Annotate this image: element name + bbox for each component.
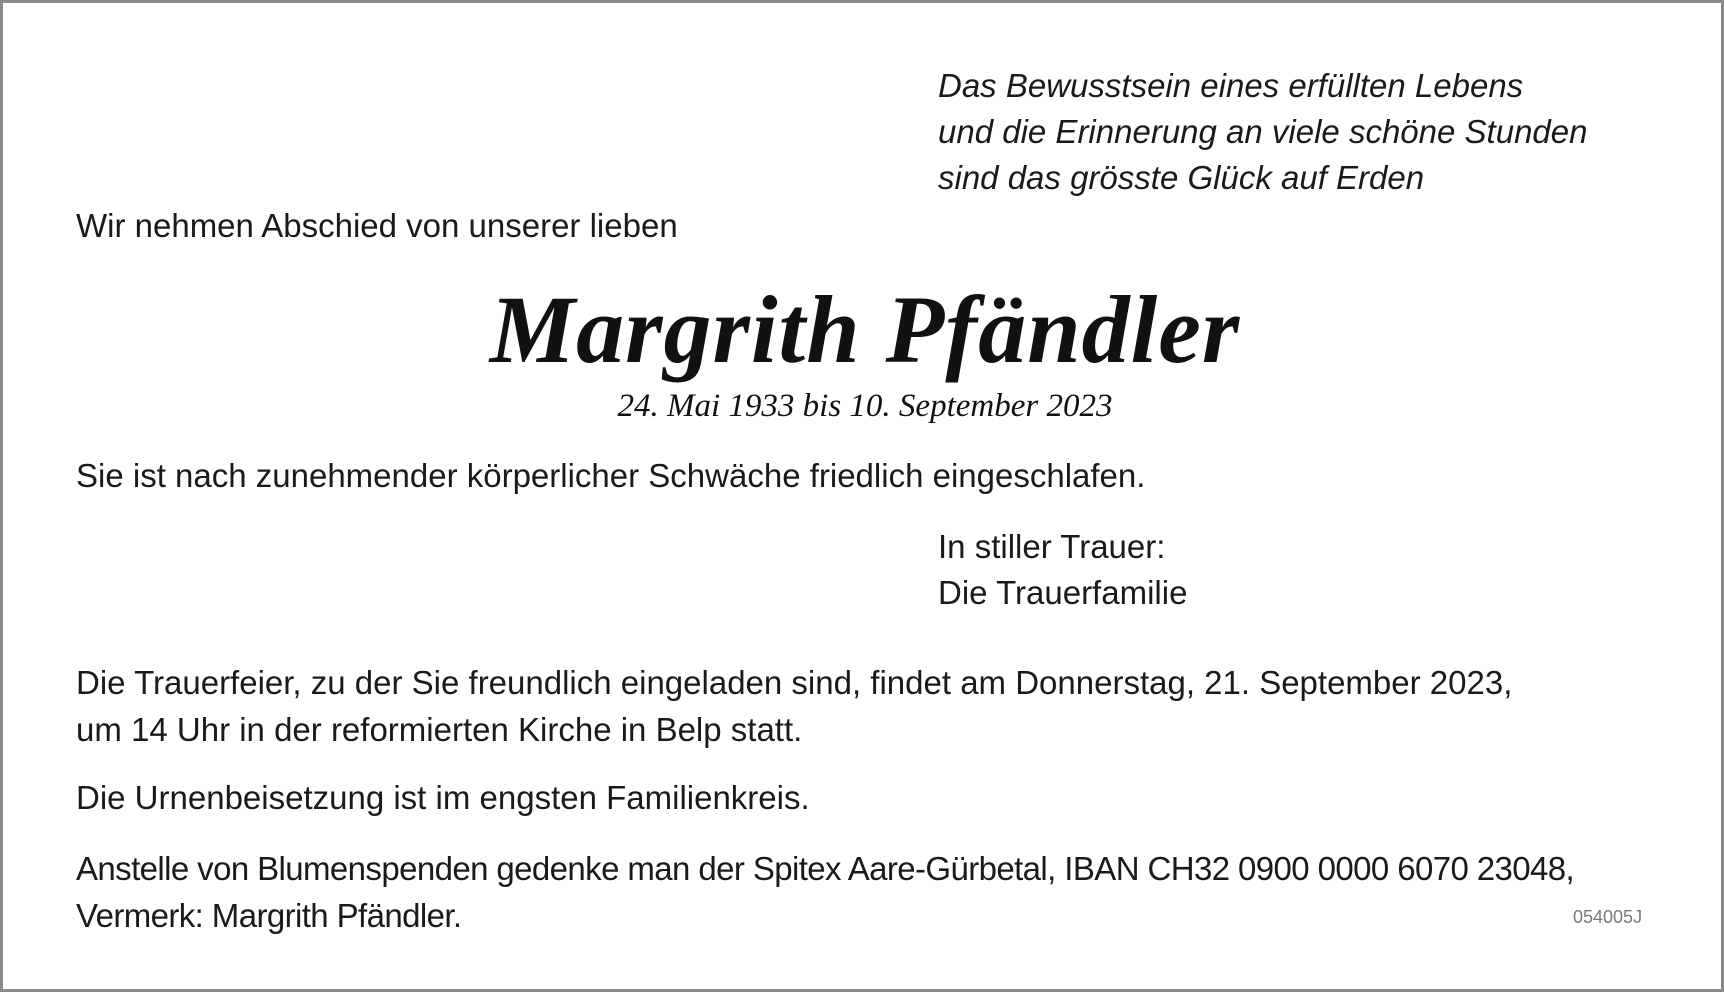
donation-line: Vermerk: Margrith Pfändler. xyxy=(76,897,462,934)
mourning-family: Die Trauerfamilie xyxy=(938,574,1188,611)
quote-line: sind das grösste Glück auf Erden xyxy=(938,159,1425,196)
mourning-signature xyxy=(938,524,1187,616)
life-dates: 24. Mai 1933 bis 10. September 2023 xyxy=(617,388,1113,424)
donation-line: Anstelle von Blumenspenden gedenke man der Spitex Aare-Gürbetal, IBAN CH32 0900 0000 6070 23048, xyxy=(76,850,1575,887)
quote-line: Das Bewusstsein eines erfüllten Lebens xyxy=(938,67,1524,104)
service-line: um 14 Uhr in der reformierten Kirche in Belp statt. xyxy=(76,711,803,748)
donation-info xyxy=(76,845,1574,939)
passing-text: Sie ist nach zunehmender körperlicher Schwäche friedlich eingeschlafen. xyxy=(76,457,1146,494)
mourning-line: In stiller Trauer: xyxy=(938,528,1166,565)
deceased-name: Margrith Pfändler xyxy=(489,276,1241,383)
intro-text: Wir nehmen Abschied von unserer lieben xyxy=(76,207,678,244)
urn-burial-info: Die Urnenbeisetzung ist im engsten Familienkreis. xyxy=(76,779,810,816)
memorial-quote xyxy=(938,63,1587,201)
quote-line: und die Erinnerung an viele schöne Stunden xyxy=(938,113,1588,150)
service-line: Die Trauerfeier, zu der Sie freundlich eingeladen sind, findet am Donnerstag, 21. September 2023, xyxy=(76,664,1513,701)
funeral-service-info xyxy=(76,659,1512,753)
ad-reference-code: 054005J xyxy=(1573,907,1643,927)
